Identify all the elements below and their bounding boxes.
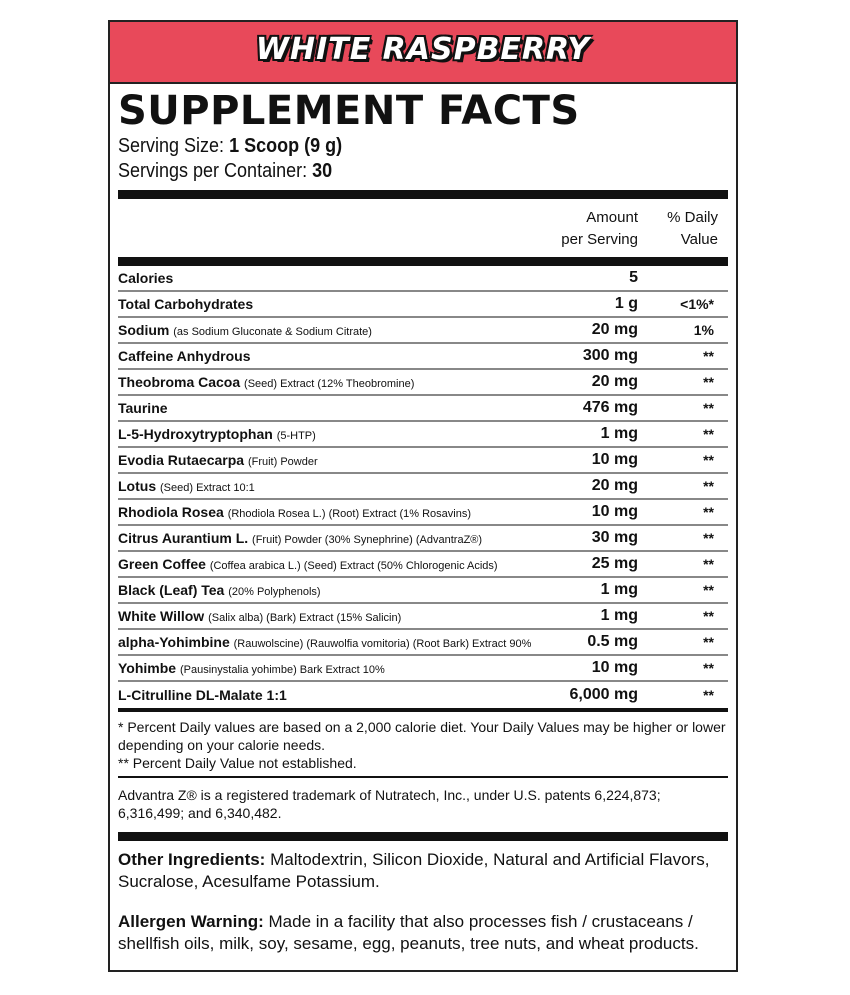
other-ingredients bbox=[110, 841, 736, 901]
ingredient bbox=[118, 660, 385, 676]
daily-value: ** bbox=[703, 348, 714, 364]
ingredient-name: Taurine bbox=[118, 400, 168, 416]
table-row bbox=[118, 630, 728, 656]
daily-value: ** bbox=[703, 582, 714, 598]
ingredient bbox=[118, 634, 531, 650]
table-row bbox=[118, 578, 728, 604]
amount-per-serving: 10 mg bbox=[591, 451, 638, 468]
ingredient bbox=[118, 452, 318, 468]
amount-header bbox=[561, 207, 638, 251]
daily-value: 1% bbox=[693, 322, 714, 338]
ingredient-name: White Willow bbox=[118, 608, 205, 624]
ingredient-name: Green Coffee bbox=[118, 556, 206, 572]
footnotes bbox=[110, 712, 736, 776]
ingredient-detail: (Salix alba) (Bark) Extract (15% Salicin) bbox=[208, 612, 402, 624]
ingredient-name: alpha-Yohimbine bbox=[118, 634, 230, 650]
ingredient bbox=[118, 348, 251, 364]
table-row bbox=[118, 396, 728, 422]
ingredient-name: Lotus bbox=[118, 478, 157, 494]
table-row bbox=[118, 656, 728, 682]
footnote-not-established: ** Percent Daily Value not established. bbox=[118, 755, 357, 771]
table-header bbox=[118, 199, 728, 257]
amount-per-serving: 20 mg bbox=[591, 373, 638, 390]
allergen-warning bbox=[110, 901, 736, 963]
ingredient-detail: (20% Polyphenols) bbox=[228, 586, 321, 598]
table-row bbox=[118, 266, 728, 292]
ingredient bbox=[118, 296, 253, 312]
ingredient bbox=[118, 374, 414, 390]
table-row bbox=[118, 474, 728, 500]
daily-value: ** bbox=[703, 660, 714, 676]
ingredient-name: Calories bbox=[118, 270, 174, 286]
table-row bbox=[118, 422, 728, 448]
amount-per-serving: 10 mg bbox=[591, 659, 638, 676]
ingredient-name: Total Carbohydrates bbox=[118, 296, 254, 312]
ingredient-name: Rhodiola Rosea bbox=[118, 504, 224, 520]
ingredient bbox=[118, 400, 168, 416]
ingredient-detail: (Seed) Extract (12% Theobromine) bbox=[244, 378, 415, 390]
ingredient-name: Theobroma Cacoa bbox=[118, 374, 241, 390]
table-row bbox=[118, 448, 728, 474]
amount-per-serving: 476 mg bbox=[582, 399, 638, 416]
daily-value: ** bbox=[703, 426, 714, 442]
dv-header-line2: Value bbox=[680, 231, 718, 248]
ingredient bbox=[118, 322, 372, 338]
amount-per-serving: 300 mg bbox=[582, 347, 638, 364]
serving-size-value: 1 Scoop (9 g) bbox=[229, 135, 343, 157]
daily-value: ** bbox=[703, 634, 714, 650]
ingredient bbox=[118, 504, 471, 520]
daily-value: ** bbox=[703, 374, 714, 390]
ingredient-detail: (Seed) Extract 10:1 bbox=[160, 482, 255, 494]
daily-value: ** bbox=[703, 530, 714, 546]
amount-per-serving: 0.5 mg bbox=[587, 633, 638, 650]
amount-per-serving: 1 mg bbox=[600, 425, 638, 442]
table-row bbox=[118, 318, 728, 344]
ingredient-name: Caffeine Anhydrous bbox=[118, 348, 251, 364]
ingredient bbox=[118, 608, 401, 624]
table-row bbox=[118, 344, 728, 370]
amount-per-serving: 5 bbox=[629, 269, 638, 286]
ingredient bbox=[118, 582, 321, 598]
amount-per-serving: 20 mg bbox=[591, 321, 638, 338]
ingredient-name: Sodium bbox=[118, 322, 170, 338]
other-ingredients-label: Other Ingredients: bbox=[118, 850, 266, 869]
ingredient-name: Black (Leaf) Tea bbox=[118, 582, 225, 598]
daily-value: ** bbox=[703, 687, 714, 703]
ingredient bbox=[118, 478, 255, 494]
amount-header-line1: Amount bbox=[586, 209, 638, 226]
daily-value: ** bbox=[703, 556, 714, 572]
allergen-label: Allergen Warning: bbox=[118, 912, 264, 931]
daily-value: ** bbox=[703, 400, 714, 416]
amount-per-serving: 1 mg bbox=[600, 607, 638, 624]
ingredient-name: L-Citrulline DL-Malate 1:1 bbox=[118, 687, 287, 703]
table-row bbox=[118, 604, 728, 630]
table-row bbox=[118, 500, 728, 526]
ingredient-name: Yohimbe bbox=[118, 660, 177, 676]
amount-per-serving: 1 g bbox=[614, 295, 638, 312]
dv-header bbox=[667, 207, 718, 251]
amount-per-serving: 1 mg bbox=[600, 581, 638, 598]
table-row bbox=[118, 682, 728, 708]
daily-value: ** bbox=[703, 504, 714, 520]
table-row bbox=[118, 552, 728, 578]
divider bbox=[118, 257, 728, 266]
ingredient-detail: (as Sodium Gluconate & Sodium Citrate) bbox=[173, 326, 372, 338]
ingredient-detail: (Fruit) Powder (30% Synephrine) (AdvantraZ®) bbox=[252, 534, 483, 546]
ingredient-detail: (Rhodiola Rosea L.) (Root) Extract (1% Rosavins) bbox=[227, 508, 471, 520]
ingredient-detail: (Coffea arabica L.) (Seed) Extract (50% Chlorogenic Acids) bbox=[209, 560, 498, 572]
flavor-name: WHITE RASPBERRY bbox=[255, 32, 591, 67]
servings-label: Servings per Container: bbox=[118, 160, 308, 182]
divider bbox=[118, 190, 728, 199]
ingredient-name: Citrus Aurantium L. bbox=[118, 530, 249, 546]
label-title: SUPPLEMENT FACTS bbox=[118, 88, 580, 134]
daily-value: ** bbox=[703, 478, 714, 494]
dv-header-line1: % Daily bbox=[667, 209, 718, 226]
servings-value: 30 bbox=[312, 160, 333, 182]
amount-per-serving: 6,000 mg bbox=[569, 686, 638, 703]
table-row bbox=[118, 292, 728, 318]
ingredient-detail: (Pausinystalia yohimbe) Bark Extract 10% bbox=[179, 664, 385, 676]
ingredient bbox=[118, 687, 287, 703]
servings-per-container bbox=[118, 159, 667, 184]
allergen-text: Made in a facility that also processes fish / crustaceans / shellfish oils, milk, soy, sesame, egg, peanuts, tree nuts, and wheat products. bbox=[118, 912, 699, 953]
daily-value: ** bbox=[703, 608, 714, 624]
ingredient-detail: (Rauwolscine) (Rauwolfia vomitoria) (Root Bark) Extract 90% bbox=[233, 638, 532, 650]
amount-per-serving: 25 mg bbox=[591, 555, 638, 572]
trademark-note: Advantra Z® is a registered trademark of Nutratech, Inc., under U.S. patents 6,224,873; 6,316,499; and 6,340,482. bbox=[118, 787, 661, 821]
ingredient bbox=[118, 426, 316, 442]
table-row bbox=[118, 370, 728, 396]
flavor-banner bbox=[110, 22, 736, 84]
ingredient bbox=[118, 530, 482, 546]
footnote-daily-values: * Percent Daily values are based on a 2,000 calorie diet. Your Daily Values may be higher or lower depending on your calorie needs. bbox=[118, 719, 726, 753]
divider bbox=[118, 832, 728, 841]
ingredient-name: Evodia Rutaecarpa bbox=[118, 452, 245, 468]
amount-per-serving: 30 mg bbox=[591, 529, 638, 546]
daily-value: <1%* bbox=[680, 296, 714, 312]
daily-value: ** bbox=[703, 452, 714, 468]
facts-table bbox=[110, 266, 736, 708]
ingredient bbox=[118, 270, 173, 286]
serving-size bbox=[118, 134, 667, 159]
ingredient bbox=[118, 556, 498, 572]
amount-per-serving: 20 mg bbox=[591, 477, 638, 494]
supplement-facts-label bbox=[108, 20, 738, 972]
other-ingredients-text: Maltodextrin, Silicon Dioxide, Natural and Artificial Flavors, Sucralose, Acesulfame Potassium. bbox=[118, 850, 710, 891]
amount-per-serving: 10 mg bbox=[591, 503, 638, 520]
serving-size-label: Serving Size: bbox=[118, 135, 225, 157]
ingredient-name: L-5-Hydroxytryptophan bbox=[118, 426, 273, 442]
table-row bbox=[118, 526, 728, 552]
ingredient-detail: (Fruit) Powder bbox=[247, 456, 318, 468]
amount-header-line2: per Serving bbox=[561, 231, 638, 248]
ingredient-detail: (5-HTP) bbox=[276, 430, 316, 442]
